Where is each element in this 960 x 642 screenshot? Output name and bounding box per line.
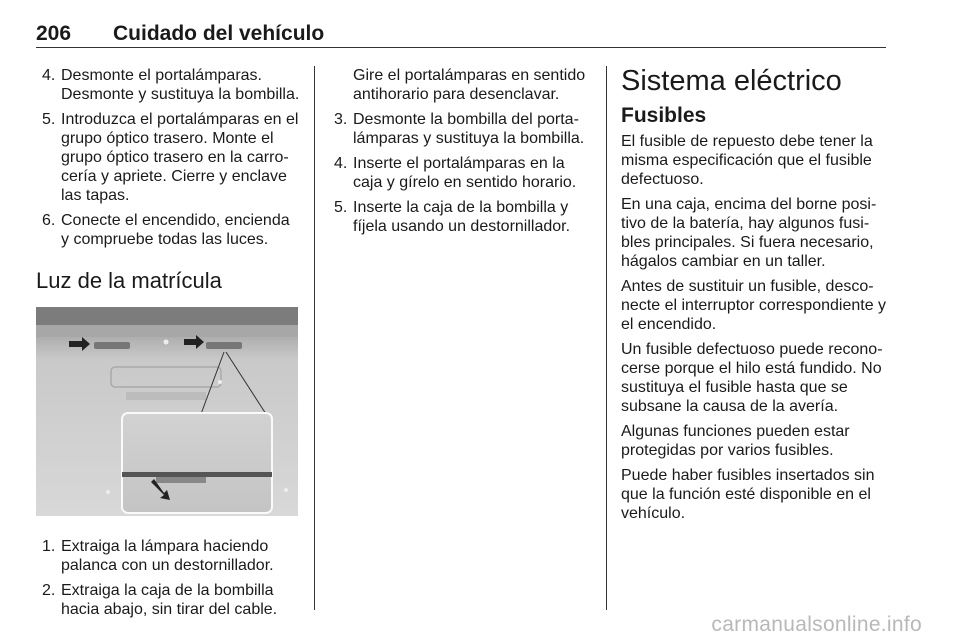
license-plate-light-illustration	[36, 307, 298, 516]
list-item: 4. Desmonte el portalámparas. Desmonte y sustituya la bombilla.	[42, 67, 300, 103]
list-item: 5. Introduzca el portalámparas en el grupo óptico trasero. Monte el grupo óptico trasero en la carrocería y apriete. Cierre y enclave las tapas.	[42, 111, 299, 204]
column-1	[36, 66, 302, 625]
paragraph: Antes de sustituir un fusible, desconecte el interruptor correspondiente y el encendido.	[621, 278, 887, 333]
steps-list	[328, 110, 594, 236]
header-rule	[36, 47, 886, 48]
section-title-license-plate-light: Luz de la matrícula	[36, 268, 222, 293]
paragraph: El fusible de repuesto debe tener la misma especificación que el fusible defectuoso.	[621, 133, 873, 188]
step-continuation: Gire el portalámparas en sentido antihorario para desenclavar.	[353, 67, 586, 103]
column-2	[328, 66, 594, 242]
column-divider-2	[606, 66, 607, 610]
page-header-title: Cuidado del vehículo	[113, 22, 325, 45]
paragraph: Algunas funciones pueden estar protegidas por varios fusibles.	[621, 423, 850, 459]
list-item: 4. Inserte el portalámparas en la caja y gírelo en sentido horario.	[334, 155, 577, 191]
page-number: 206	[36, 22, 72, 45]
paragraph: En una caja, encima del borne positivo de la batería, hay algunos fusibles principales. Si fuera necesario, hágalos cambiar en un taller.	[621, 196, 877, 270]
column-divider-1	[314, 66, 315, 610]
section-title-fuses: Fusibles	[621, 104, 707, 127]
watermark-text: carmanualsonline.info	[711, 613, 922, 636]
chapter-title-electrical-system: Sistema eléctrico	[621, 65, 842, 97]
column-3	[621, 66, 889, 529]
paragraph: Puede haber fusibles insertados sin que la función esté disponible en el vehículo.	[621, 467, 875, 522]
list-item: 2. Extraiga la caja de la bombilla hacia abajo, sin tirar del cable.	[42, 582, 278, 618]
paragraph: Un fusible defectuoso puede reconocerse porque el hilo está fundido. No sustituya el fusible hasta que se subsane la causa de la avería.	[621, 341, 883, 415]
steps-list-bottom	[36, 537, 302, 619]
list-item: 1. Extraiga la lámpara haciendo palanca con un destornillador.	[42, 538, 274, 574]
steps-list-top	[36, 66, 302, 249]
list-item: 5. Inserte la caja de la bombilla y fíjela usando un destornillador.	[334, 199, 571, 235]
list-item: 6. Conecte el encendido, encienda y compruebe todas las luces.	[42, 212, 290, 248]
list-item: 3. Desmonte la bombilla del portalámparas y sustituya la bombilla.	[334, 111, 585, 147]
